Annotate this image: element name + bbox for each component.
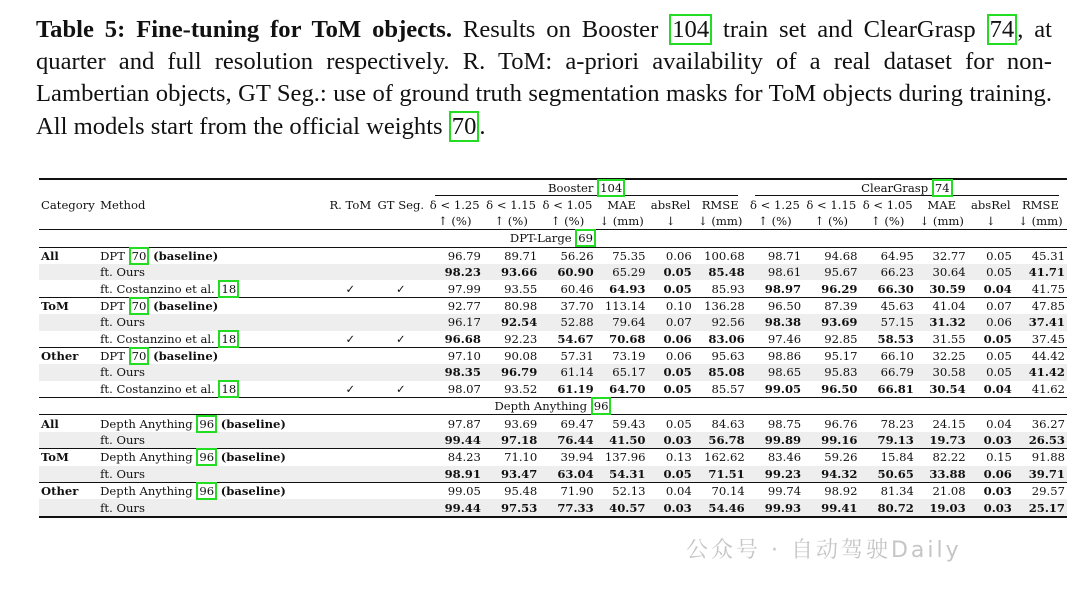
table-cell: 93.55 bbox=[504, 281, 538, 296]
table-cell: 0.03 bbox=[647, 499, 693, 516]
table-cell: 98.65 bbox=[747, 364, 803, 380]
table-cell: 0.07 bbox=[968, 297, 1014, 314]
method-cell: DPT 70 (baseline) bbox=[98, 247, 325, 264]
table-cell: 99.44 bbox=[427, 432, 483, 449]
table-cell: 41.42 bbox=[1014, 364, 1067, 380]
table-cell: 44.42 bbox=[1014, 347, 1067, 364]
table-cell: 93.69 bbox=[483, 415, 539, 432]
table-cell: 0.15 bbox=[968, 449, 1014, 466]
table-cell: 66.23 bbox=[859, 264, 915, 280]
citation-costanzino[interactable]: 18 bbox=[218, 280, 239, 298]
table-cell: 99.89 bbox=[747, 432, 803, 449]
table-cell: 99.93 bbox=[747, 499, 803, 516]
table-cell: 81.34 bbox=[859, 483, 915, 500]
unit-b-absrel: ↓ bbox=[665, 213, 676, 228]
table-cell: 65.17 bbox=[596, 364, 648, 380]
table-cell: 0.05 bbox=[968, 364, 1014, 380]
table-cell: 98.91 bbox=[427, 466, 483, 483]
citation-dpt[interactable]: 70 bbox=[129, 247, 150, 265]
table-cell: 71.90 bbox=[539, 483, 595, 500]
citation-depth-anything[interactable]: 96 bbox=[591, 397, 612, 415]
unit-b-d125: ↑ (%) bbox=[438, 213, 472, 228]
table-cell: 80.98 bbox=[483, 297, 539, 314]
method-cell: Depth Anything 96 (baseline) bbox=[98, 415, 325, 432]
table-cell: 54.67 bbox=[557, 331, 594, 346]
table-cell: 90.08 bbox=[483, 347, 539, 364]
table-cell: 97.18 bbox=[483, 432, 539, 449]
table-cell: 98.23 bbox=[427, 264, 483, 280]
caption-text-2: train set and ClearGrasp bbox=[712, 16, 987, 43]
table-cell: 96.76 bbox=[803, 415, 859, 432]
table-cell: 79.13 bbox=[859, 432, 915, 449]
table-cell: 92.54 bbox=[483, 314, 539, 330]
table-cell: 69.47 bbox=[539, 415, 595, 432]
table-cell: 97.10 bbox=[427, 347, 483, 364]
table-caption bbox=[36, 14, 1052, 143]
table-cell: 66.30 bbox=[877, 281, 914, 296]
table-cell: 93.69 bbox=[803, 314, 859, 330]
group-booster: Booster 104 bbox=[427, 179, 747, 196]
header-b-rmse: RMSE bbox=[701, 197, 739, 212]
method-cell: ft. Ours bbox=[98, 432, 325, 449]
unit-b-rmse: ↓ (mm) bbox=[698, 213, 743, 228]
group-cleargrasp: ClearGrasp 74 bbox=[747, 179, 1067, 196]
method-cell: ft. Ours bbox=[98, 499, 325, 516]
table-cell: 41.62 bbox=[1031, 381, 1065, 396]
unit-c-d125: ↑ (%) bbox=[758, 213, 792, 228]
header-b-d115: δ < 1.15 bbox=[486, 197, 537, 212]
table-cell: 39.71 bbox=[1014, 466, 1067, 483]
table-cell: 0.06 bbox=[647, 347, 693, 364]
caption-text-1: Results on Booster bbox=[452, 16, 670, 43]
table-cell: 37.45 bbox=[1031, 331, 1065, 346]
table-cell: 70.14 bbox=[694, 483, 747, 500]
table-cell: 31.32 bbox=[916, 314, 968, 330]
table-cell: 77.33 bbox=[539, 499, 595, 516]
table-cell: 37.70 bbox=[539, 297, 595, 314]
header-method: Method bbox=[100, 197, 146, 212]
header-b-mae: MAE bbox=[607, 197, 636, 212]
table-cell: 98.71 bbox=[747, 247, 803, 264]
category-tom: ToM bbox=[39, 297, 98, 314]
header-c-d105: δ < 1.05 bbox=[862, 197, 913, 212]
table-cell: 79.64 bbox=[596, 314, 648, 330]
table-cell: 0.05 bbox=[647, 264, 693, 280]
table-cell: 39.94 bbox=[539, 449, 595, 466]
table-cell: 95.63 bbox=[694, 347, 747, 364]
table-cell: 97.46 bbox=[767, 331, 802, 346]
table-cell: 0.10 bbox=[647, 297, 693, 314]
table-cell: 73.19 bbox=[596, 347, 648, 364]
table-cell: 85.93 bbox=[711, 281, 745, 296]
table-cell: 95.67 bbox=[803, 264, 859, 280]
table-cell: 92.56 bbox=[694, 314, 747, 330]
table-cell: 0.04 bbox=[983, 381, 1012, 396]
table-cell: 30.64 bbox=[916, 264, 968, 280]
table-row bbox=[39, 449, 1067, 466]
unit-c-absrel: ↓ bbox=[985, 213, 996, 228]
table-cell: 99.23 bbox=[747, 466, 803, 483]
table-cell: 64.93 bbox=[609, 281, 646, 296]
table-cell: 29.57 bbox=[1014, 483, 1067, 500]
table-cell: 82.22 bbox=[916, 449, 968, 466]
table-cell: 91.88 bbox=[1014, 449, 1067, 466]
table-cell: 136.28 bbox=[694, 297, 747, 314]
table-cell: 92.85 bbox=[824, 331, 858, 346]
table-row bbox=[39, 415, 1067, 432]
table-row bbox=[39, 347, 1067, 364]
header-gtseg: GT Seg. bbox=[377, 197, 425, 212]
header-row bbox=[39, 196, 1067, 212]
unit-c-d105: ↑ (%) bbox=[870, 213, 905, 228]
table-cell: 30.54 bbox=[929, 381, 966, 396]
check-icon: ✓ bbox=[345, 281, 356, 296]
check-icon: ✓ bbox=[345, 331, 356, 346]
table-cell: 78.23 bbox=[859, 415, 915, 432]
check-icon: ✓ bbox=[395, 331, 406, 346]
header-c-d115: δ < 1.15 bbox=[806, 197, 857, 212]
table-cell: 41.75 bbox=[1031, 281, 1065, 296]
citation-booster[interactable]: 104 bbox=[669, 14, 712, 45]
table-cell: 98.97 bbox=[764, 281, 802, 296]
section-row-dpt bbox=[39, 230, 1067, 247]
citation-weights[interactable]: 70 bbox=[449, 111, 480, 142]
table-cell: 60.90 bbox=[539, 264, 595, 280]
citation-dpt-large[interactable]: 69 bbox=[575, 229, 596, 247]
header-b-absrel: absRel bbox=[650, 197, 691, 212]
table-cell: 96.17 bbox=[427, 314, 483, 330]
method-cell: DPT 70 (baseline) bbox=[98, 347, 325, 364]
table-cell: 113.14 bbox=[596, 297, 648, 314]
table-cell: 95.83 bbox=[803, 364, 859, 380]
table-cell: 92.77 bbox=[427, 297, 483, 314]
table-cell: 15.84 bbox=[859, 449, 915, 466]
section-depth-anything: Depth Anything 96 bbox=[39, 398, 1067, 415]
table-row bbox=[39, 264, 1067, 280]
category-other: Other bbox=[39, 483, 98, 500]
table-cell: 30.58 bbox=[916, 364, 968, 380]
table-cell: 84.23 bbox=[427, 449, 483, 466]
table-cell: 98.61 bbox=[747, 264, 803, 280]
table-row bbox=[39, 432, 1067, 449]
citation-dpt[interactable]: 70 bbox=[129, 347, 150, 365]
table-cell: 56.26 bbox=[539, 247, 595, 264]
table-cell: 84.63 bbox=[694, 415, 747, 432]
method-cell: DPT 70 (baseline) bbox=[98, 297, 325, 314]
table-cell: 40.57 bbox=[596, 499, 648, 516]
table-cell: 75.35 bbox=[596, 247, 648, 264]
table-cell: 98.38 bbox=[747, 314, 803, 330]
table-cell: 0.03 bbox=[647, 432, 693, 449]
table-cell: 137.96 bbox=[596, 449, 648, 466]
table-row bbox=[39, 331, 1067, 348]
check-icon: ✓ bbox=[395, 381, 406, 396]
table-cell: 60.46 bbox=[560, 281, 594, 296]
header-b-d105: δ < 1.05 bbox=[542, 197, 593, 212]
table-cell: 66.10 bbox=[859, 347, 915, 364]
table-cell: 0.03 bbox=[968, 483, 1014, 500]
header-c-absrel: absRel bbox=[970, 197, 1011, 212]
table-cell: 96.50 bbox=[747, 297, 803, 314]
citation-costanzino[interactable]: 18 bbox=[218, 380, 239, 398]
table-cell: 98.75 bbox=[747, 415, 803, 432]
table-cell: 93.47 bbox=[483, 466, 539, 483]
table-cell: 0.05 bbox=[647, 415, 693, 432]
table-cell: 89.71 bbox=[483, 247, 539, 264]
table-cell: 59.26 bbox=[803, 449, 859, 466]
unit-c-rmse: ↓ (mm) bbox=[1018, 213, 1063, 228]
table-cell: 65.29 bbox=[596, 264, 648, 280]
table-cell: 98.35 bbox=[427, 364, 483, 380]
table-cell: 21.08 bbox=[916, 483, 968, 500]
table-cell: 71.10 bbox=[483, 449, 539, 466]
table-cell: 98.92 bbox=[803, 483, 859, 500]
table-cell: 50.65 bbox=[859, 466, 915, 483]
table-cell: 0.05 bbox=[647, 364, 693, 380]
table-cell: 61.14 bbox=[539, 364, 595, 380]
table-cell: 0.05 bbox=[968, 347, 1014, 364]
table-cell: 45.31 bbox=[1014, 247, 1067, 264]
table-cell: 32.77 bbox=[916, 247, 968, 264]
table-row bbox=[39, 297, 1067, 314]
table-cell: 99.16 bbox=[803, 432, 859, 449]
table-cell: 85.08 bbox=[694, 364, 747, 380]
table-cell: 64.95 bbox=[859, 247, 915, 264]
table-cell: 95.17 bbox=[803, 347, 859, 364]
unit-b-d105: ↑ (%) bbox=[550, 213, 585, 228]
method-cell: ft. Costanzino et al. 18 bbox=[98, 331, 325, 348]
table-cell: 98.07 bbox=[447, 381, 481, 396]
table-cell: 85.57 bbox=[711, 381, 745, 396]
table-cell: 0.04 bbox=[647, 483, 693, 500]
citation-da[interactable]: 96 bbox=[196, 482, 217, 500]
unit-b-d115: ↑ (%) bbox=[494, 213, 528, 228]
table-cell: 80.72 bbox=[859, 499, 915, 516]
table-cell: 0.05 bbox=[968, 264, 1014, 280]
table-cell: 24.15 bbox=[916, 415, 968, 432]
table-cell: 99.05 bbox=[427, 483, 483, 500]
section-dpt-large: DPT-Large 69 bbox=[39, 230, 1067, 247]
unit-b-mae: ↓ (mm) bbox=[599, 213, 644, 228]
table-cell: 0.04 bbox=[968, 415, 1014, 432]
table-cell: 0.04 bbox=[983, 281, 1012, 296]
table-cell: 57.31 bbox=[539, 347, 595, 364]
table-cell: 87.39 bbox=[803, 297, 859, 314]
table-cell: 54.31 bbox=[596, 466, 648, 483]
method-cell: ft. Costanzino et al. 18 bbox=[98, 381, 325, 398]
table-cell: 47.85 bbox=[1014, 297, 1067, 314]
header-category: Category bbox=[41, 197, 95, 212]
header-units-row bbox=[39, 213, 1067, 230]
table-cell: 99.41 bbox=[803, 499, 859, 516]
table-cell: 58.53 bbox=[877, 331, 914, 346]
table-cell: 96.50 bbox=[821, 381, 858, 396]
method-cell: ft. Costanzino et al. 18 bbox=[98, 280, 325, 297]
table-row bbox=[39, 280, 1067, 297]
method-cell: Depth Anything 96 (baseline) bbox=[98, 483, 325, 500]
table-cell: 71.51 bbox=[694, 466, 747, 483]
unit-c-mae: ↓ (mm) bbox=[919, 213, 964, 228]
category-other: Other bbox=[39, 347, 98, 364]
table-cell: 83.06 bbox=[708, 331, 745, 346]
table-cell: 66.81 bbox=[877, 381, 914, 396]
table-cell: 33.88 bbox=[916, 466, 968, 483]
watermark: 公众号 · 自动驾驶Daily bbox=[686, 538, 962, 563]
table-cell: 70.68 bbox=[609, 331, 646, 346]
table-cell: 41.50 bbox=[596, 432, 648, 449]
table-cell: 64.70 bbox=[609, 381, 646, 396]
table-cell: 96.79 bbox=[427, 247, 483, 264]
table-row bbox=[39, 483, 1067, 500]
table-cell: 36.27 bbox=[1014, 415, 1067, 432]
header-b-d125: δ < 1.25 bbox=[429, 197, 480, 212]
citation-dpt[interactable]: 70 bbox=[129, 297, 150, 315]
table-cell: 96.68 bbox=[444, 331, 481, 346]
table-cell: 0.05 bbox=[647, 466, 693, 483]
table-cell: 0.06 bbox=[968, 466, 1014, 483]
table-cell: 59.43 bbox=[596, 415, 648, 432]
header-group-row bbox=[39, 179, 1067, 196]
table-cell: 92.23 bbox=[504, 331, 538, 346]
citation-da[interactable]: 96 bbox=[196, 448, 217, 466]
caption-label: Table 5: Fine-tuning for ToM objects. bbox=[36, 16, 453, 43]
check-icon: ✓ bbox=[395, 281, 406, 296]
table-cell: 94.32 bbox=[803, 466, 859, 483]
table-row bbox=[39, 247, 1067, 264]
header-c-rmse: RMSE bbox=[1021, 197, 1059, 212]
table-cell: 41.71 bbox=[1014, 264, 1067, 280]
citation-cleargrasp-header[interactable]: 74 bbox=[932, 179, 953, 197]
method-cell: ft. Ours bbox=[98, 466, 325, 483]
table-cell: 52.13 bbox=[596, 483, 648, 500]
category-all: All bbox=[39, 247, 98, 264]
table-cell: 0.03 bbox=[968, 432, 1014, 449]
table-cell: 76.44 bbox=[539, 432, 595, 449]
table-cell: 94.68 bbox=[803, 247, 859, 264]
caption-text-3: , at quarter and full resolution respectively. R. ToM: a-priori availability of a real dataset for non-Lambertian objects, GT Seg.: use of ground truth segmentation masks for ToM objects during training. All models start from the official weights bbox=[36, 16, 1053, 140]
table-cell: 100.68 bbox=[694, 247, 747, 264]
table-cell: 93.66 bbox=[483, 264, 539, 280]
table-cell: 0.13 bbox=[647, 449, 693, 466]
table-cell: 41.04 bbox=[916, 297, 968, 314]
table-cell: 97.87 bbox=[427, 415, 483, 432]
table-cell: 66.79 bbox=[859, 364, 915, 380]
table-cell: 0.05 bbox=[968, 247, 1014, 264]
method-cell: ft. Ours bbox=[98, 364, 325, 380]
caption-text-4: . bbox=[479, 112, 486, 140]
table-row bbox=[39, 381, 1067, 398]
table-cell: 19.03 bbox=[916, 499, 968, 516]
table-cell: 25.17 bbox=[1014, 499, 1067, 516]
header-rtom: R. ToM bbox=[329, 197, 372, 212]
table-cell: 56.78 bbox=[694, 432, 747, 449]
method-cell: ft. Ours bbox=[98, 314, 325, 330]
table-cell: 0.06 bbox=[663, 331, 692, 346]
table-cell: 0.07 bbox=[647, 314, 693, 330]
table-cell: 54.46 bbox=[694, 499, 747, 516]
table-cell: 0.06 bbox=[968, 314, 1014, 330]
table-cell: 0.05 bbox=[663, 281, 692, 296]
table-row bbox=[39, 499, 1067, 516]
table-cell: 32.25 bbox=[916, 347, 968, 364]
check-icon: ✓ bbox=[345, 381, 356, 396]
table-cell: 63.04 bbox=[539, 466, 595, 483]
table-cell: 0.06 bbox=[647, 247, 693, 264]
table-cell: 98.86 bbox=[747, 347, 803, 364]
table-cell: 52.88 bbox=[539, 314, 595, 330]
header-c-d125: δ < 1.25 bbox=[749, 197, 800, 212]
table-row bbox=[39, 314, 1067, 330]
unit-c-d115: ↑ (%) bbox=[814, 213, 849, 228]
table-cell: 83.46 bbox=[747, 449, 803, 466]
table-cell: 97.53 bbox=[483, 499, 539, 516]
table-cell: 97.99 bbox=[447, 281, 481, 296]
table-cell: 99.44 bbox=[427, 499, 483, 516]
results-table bbox=[39, 178, 1067, 518]
table-cell: 37.41 bbox=[1014, 314, 1067, 330]
table-cell: 93.52 bbox=[504, 381, 538, 396]
table-cell: 61.19 bbox=[557, 381, 594, 396]
table-cell: 162.62 bbox=[694, 449, 747, 466]
section-row-da bbox=[39, 398, 1067, 415]
table-cell: 99.05 bbox=[764, 381, 802, 396]
citation-cleargrasp[interactable]: 74 bbox=[987, 14, 1018, 45]
table-cell: 0.05 bbox=[983, 331, 1012, 346]
table-cell: 95.48 bbox=[483, 483, 539, 500]
table-cell: 30.59 bbox=[929, 281, 966, 296]
table-cell: 96.79 bbox=[483, 364, 539, 380]
table-row bbox=[39, 364, 1067, 380]
table-cell: 19.73 bbox=[916, 432, 968, 449]
category-all: All bbox=[39, 415, 98, 432]
table-cell: 99.74 bbox=[747, 483, 803, 500]
table-cell: 96.29 bbox=[821, 281, 858, 296]
table-cell: 85.48 bbox=[694, 264, 747, 280]
method-cell: ft. Ours bbox=[98, 264, 325, 280]
category-tom: ToM bbox=[39, 449, 98, 466]
table-cell: 0.05 bbox=[663, 381, 692, 396]
header-c-mae: MAE bbox=[927, 197, 957, 212]
table-cell: 26.53 bbox=[1014, 432, 1067, 449]
table-cell: 57.15 bbox=[859, 314, 915, 330]
citation-booster-header[interactable]: 104 bbox=[597, 179, 625, 197]
method-cell: Depth Anything 96 (baseline) bbox=[98, 449, 325, 466]
table-cell: 0.03 bbox=[968, 499, 1014, 516]
citation-da[interactable]: 96 bbox=[196, 415, 217, 433]
citation-costanzino[interactable]: 18 bbox=[218, 330, 239, 348]
table-row bbox=[39, 466, 1067, 483]
table-cell: 45.63 bbox=[859, 297, 915, 314]
table-cell: 31.55 bbox=[932, 331, 966, 346]
